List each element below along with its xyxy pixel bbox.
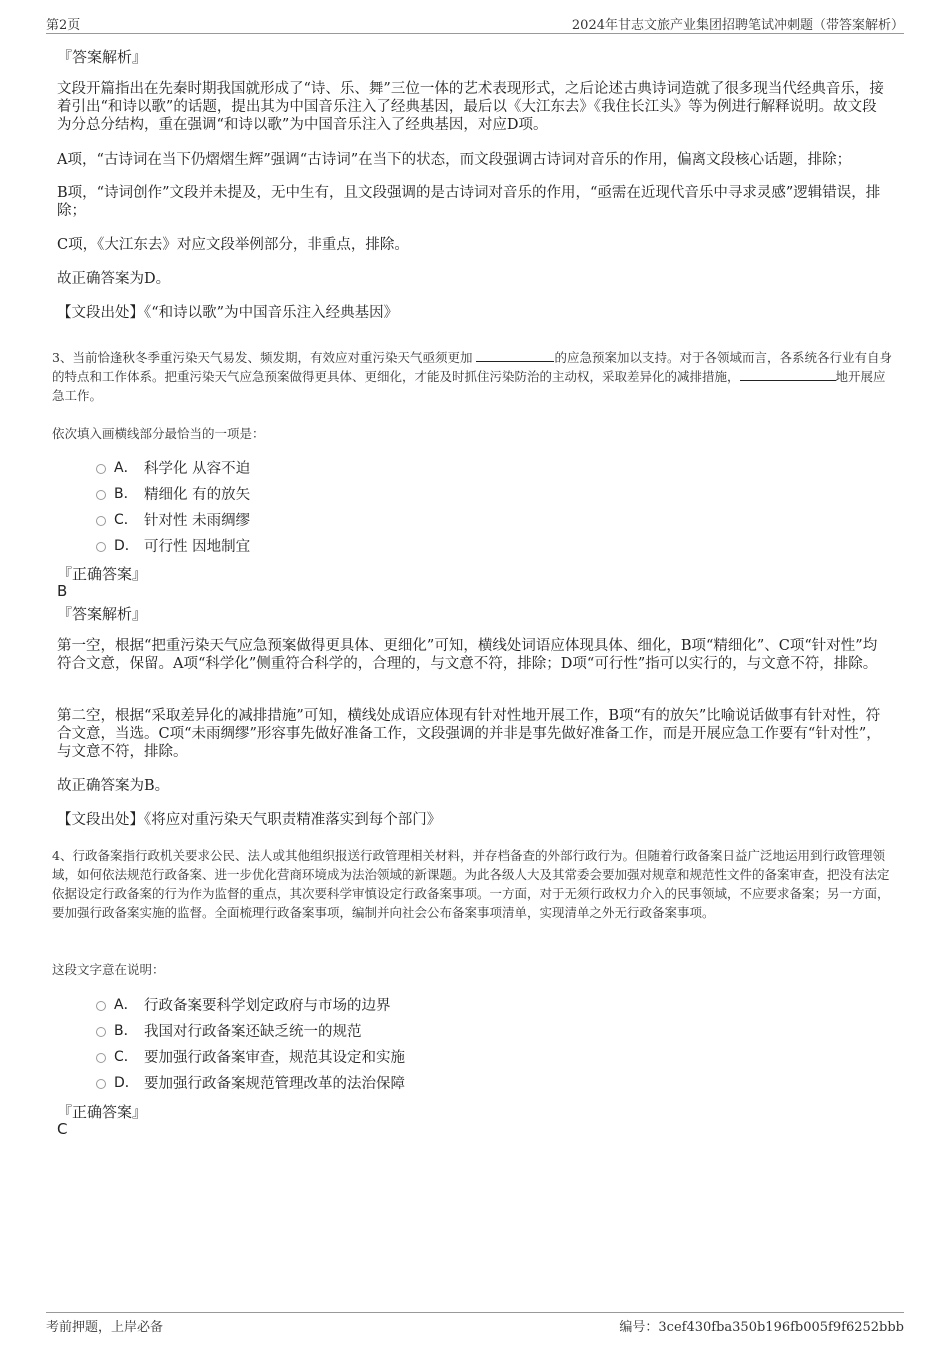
question-stem: 4、行政备案指行政机关要求公民、法人或其他组织报送行政管理相关材料，并存档备查的外部行政行为。但随着行政备案日益广泛地运用到行政管理领域，如何依法规范行政备案、进一步优化营商环境成为法治领域的新课题。为此各级人大及其常委会要加强对规章和规范性文件的备案审查，把没有法定依据设定行政备案的行为作为监督的重点，其次要科学审慎设定行政备案事项。一方面，对于无须行政权力介入的民事领域，不应要求备案；另一方面，要加强行政备案实施的监督。全面梳理行政备案事项，编制并向社会公布备案事项清单，实现清单之外无行政备案事项。 (52, 848, 890, 920)
analysis-paragraph: A项，“古诗词在当下仍熠熠生辉”强调“古诗词”在当下的状态，而文段强调古诗词对音乐的作用，偏离文段核心话题，排除； (57, 152, 852, 168)
radio-icon[interactable] (96, 490, 106, 500)
analysis-paragraph: C项，《大江东去》对应文段举例部分，非重点，排除。 (57, 237, 409, 253)
radio-icon[interactable] (96, 516, 106, 526)
fill-blank (476, 349, 554, 362)
question-prompt: 这段文字意在说明： (52, 962, 165, 977)
analysis-conclusion: 故正确答案为D。 (57, 271, 171, 287)
option-letter: D． (114, 1075, 139, 1091)
source-citation: 【文段出处】《“和诗以歌”为中国音乐注入经典基因》 (57, 305, 399, 321)
footer-slogan: 考前押题，上岸必备 (46, 1320, 164, 1335)
correct-answer: B (57, 582, 68, 600)
page-footer (46, 1312, 904, 1336)
analysis-label: 『答案解析』 (57, 605, 148, 623)
option-letter: A． (114, 460, 138, 476)
question-prompt: 依次填入画横线部分最恰当的一项是： (52, 426, 265, 441)
page-number: 第2页 (46, 18, 81, 33)
question-stem-part: 的应急预案加以支持。对于各领域而言，各系统各行业有自身的特点和工作体系。把重污染天气应急预案做得更具体、更细化，才能及时抓住污染防治的主动权，采取差异化的减排措施， (52, 350, 892, 384)
option-text: 精细化 有的放矢 (144, 486, 251, 503)
option-letter: A． (114, 997, 138, 1013)
analysis-paragraph: 文段开篇指出在先秦时期我国就形成了“诗、乐、舞”三位一体的艺术表现形式，之后论述古典诗词造就了很多现当代经典音乐，接着引出“和诗以歌”的话题，提出其为中国音乐注入了经典基因，最后以《大江东去》《我住长江头》等为例进行解释说明。故文段为分总分结构，重在强调“和诗以歌”为中国音乐注入了经典基因，对应D项。 (57, 81, 884, 133)
option-text: 科学化 从容不迫 (144, 460, 251, 477)
question-stem (52, 348, 897, 405)
radio-icon[interactable] (96, 1079, 106, 1089)
option-text: 我国对行政备案还缺乏统一的规范 (144, 1023, 362, 1040)
option-letter: C． (114, 512, 138, 528)
option-text: 要加强行政备案规范管理改革的法治保障 (144, 1075, 405, 1092)
option-letter: C． (114, 1049, 138, 1065)
option-letter: D． (114, 538, 139, 554)
fill-blank (740, 368, 836, 381)
option-b[interactable] (96, 483, 250, 503)
answer-label: 『正确答案』 (57, 565, 148, 583)
answer-label: 『正确答案』 (57, 1103, 148, 1121)
option-letter: B． (114, 486, 138, 502)
option-letter: B． (114, 1023, 138, 1039)
option-d[interactable] (96, 1072, 405, 1092)
radio-icon[interactable] (96, 464, 106, 474)
document-title: 2024年甘志文旅产业集团招聘笔试冲刺题（带答案解析） (571, 18, 904, 33)
document-id: 编号：3cef430fba350b196fb005f9f6252bbb (619, 1320, 904, 1335)
page-header (46, 14, 904, 34)
option-text: 行政备案要科学划定政府与市场的边界 (144, 997, 391, 1014)
analysis-conclusion: 故正确答案为B。 (57, 778, 170, 794)
option-text: 要加强行政备案审查，规范其设定和实施 (144, 1049, 405, 1066)
option-a[interactable] (96, 457, 250, 477)
option-c[interactable] (96, 509, 250, 529)
option-b[interactable] (96, 1020, 362, 1040)
source-citation: 【文段出处】《将应对重污染天气职责精准落实到每个部门》 (57, 812, 442, 828)
radio-icon[interactable] (96, 1001, 106, 1011)
radio-icon[interactable] (96, 542, 106, 552)
analysis-paragraph: 第二空，根据“采取差异化的减排措施”可知，横线处成语应体现有针对性地开展工作，B项“有的放矢”比喻说话做事有针对性，符合文意，当选。C项“未雨绸缪”形容事先做好准备工作，文段强调的并非是事先做好准备工作，而是开展应急工作要有“针对性”，与文意不符，排除。 (57, 708, 881, 760)
analysis-label: 『答案解析』 (57, 48, 148, 66)
option-text: 针对性 未雨绸缪 (144, 512, 251, 529)
analysis-paragraph: 第一空，根据“把重污染天气应急预案做得更具体、更细化”可知，横线处词语应体现具体、细化，B项“精细化”、C项“针对性”均符合文意，保留。A项“科学化”侧重符合科学的，合理的，与文意不符，排除；D项“可行性”指可以实行的，与文意不符，排除。 (57, 638, 878, 672)
option-text: 可行性 因地制宜 (144, 538, 251, 555)
analysis-paragraph: B项，“诗词创作”文段并未提及，无中生有，且文段强调的是古诗词对音乐的作用，“亟需在近现代音乐中寻求灵感”逻辑错误，排除； (57, 185, 881, 219)
option-c[interactable] (96, 1046, 405, 1066)
question-stem-part: 地开展应急工作。 (52, 369, 886, 403)
radio-icon[interactable] (96, 1053, 106, 1063)
option-a[interactable] (96, 994, 391, 1014)
option-d[interactable] (96, 535, 250, 555)
correct-answer: C (57, 1120, 68, 1138)
radio-icon[interactable] (96, 1027, 106, 1037)
question-stem-part: 3、当前恰逢秋冬季重污染天气易发、频发期，有效应对重污染天气亟须更加 (52, 350, 473, 365)
